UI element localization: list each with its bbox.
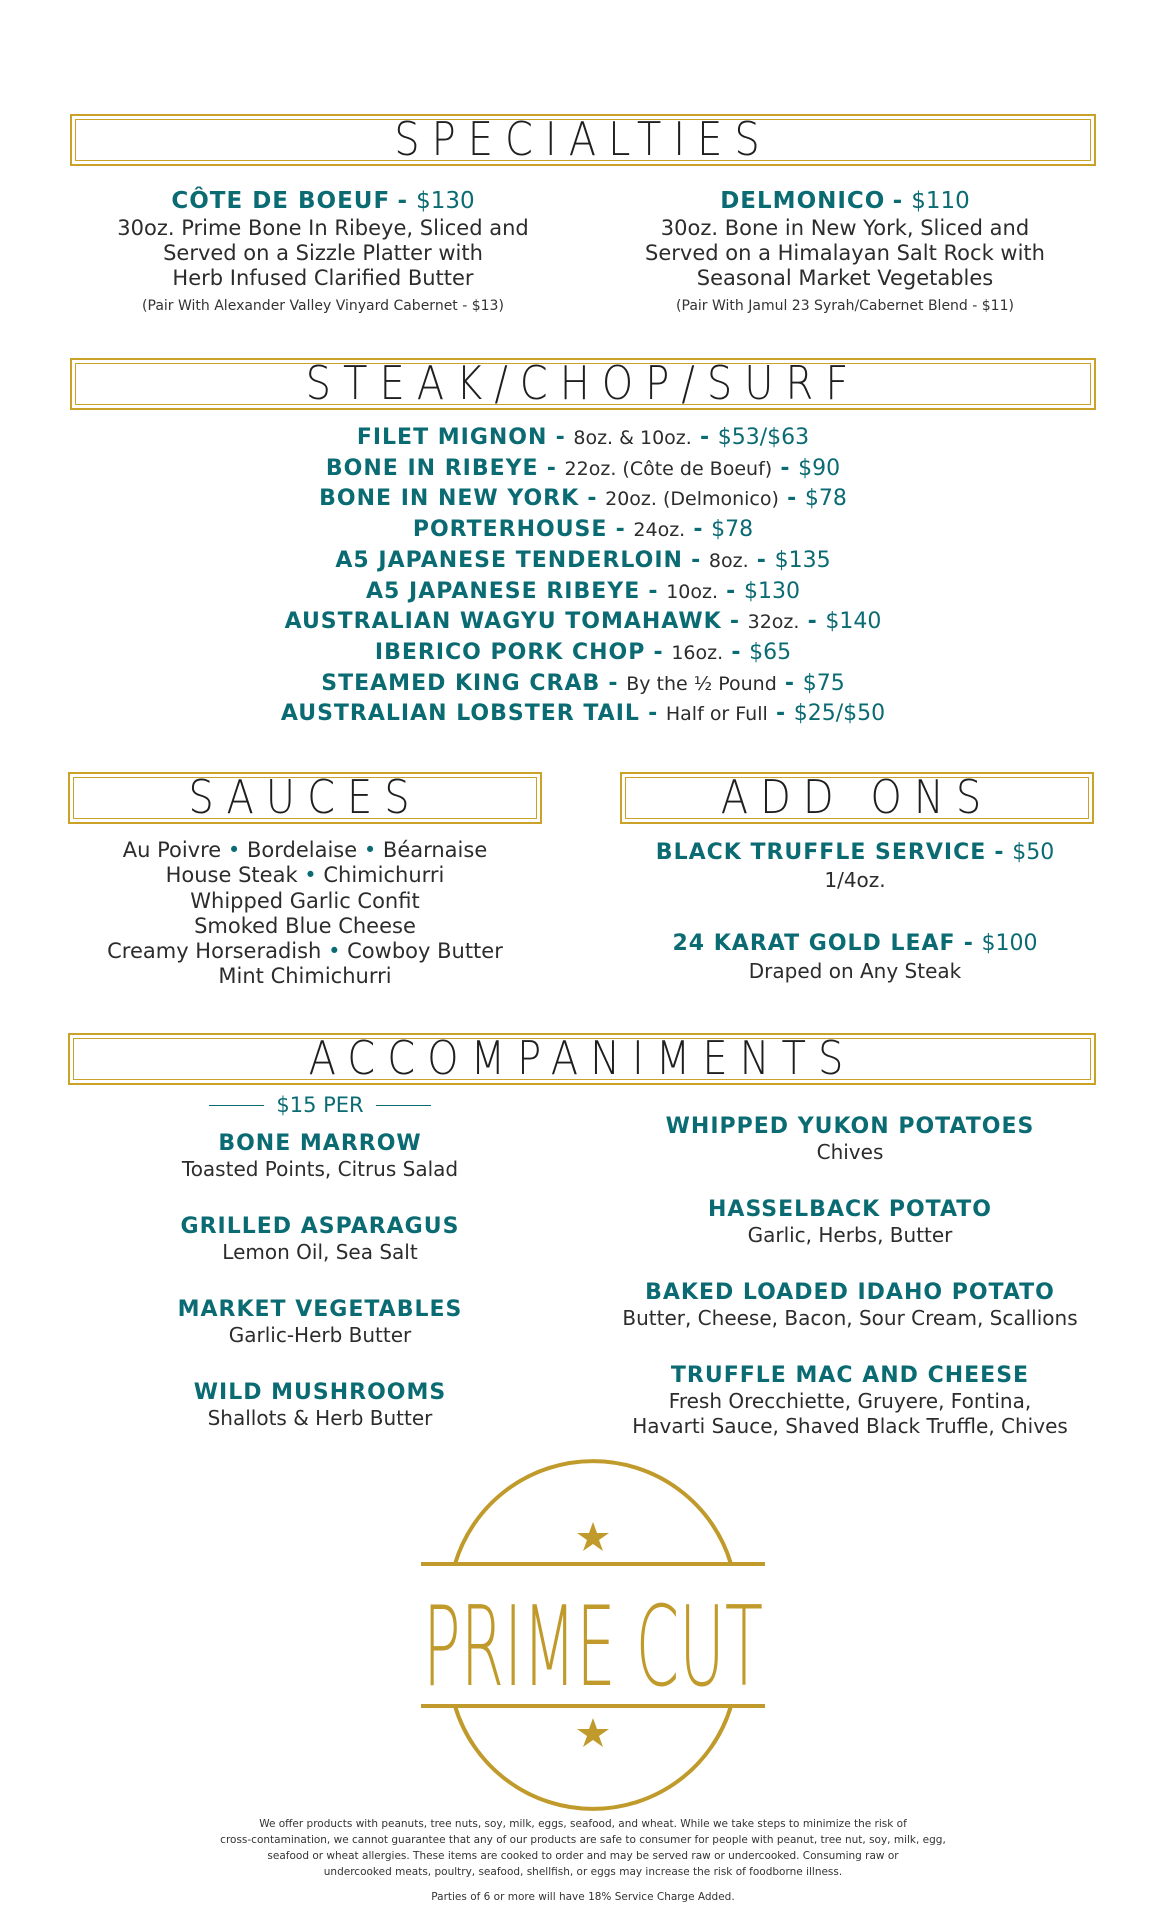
accompaniments-heading: ACCOMPANIMENTS [308, 1032, 856, 1086]
steak-row: AUSTRALIAN WAGYU TOMAHAWK - 32oz. - $140 [284, 609, 882, 635]
steak-row: A5 JAPANESE TENDERLOIN - 8oz. - $135 [335, 547, 831, 573]
side-item: MARKET VEGETABLES Garlic-Herb Butter [177, 1297, 463, 1347]
side-item: WILD MUSHROOMS Shallots & Herb Butter [193, 1380, 447, 1430]
sauces-banner [68, 772, 542, 824]
addons-list [620, 838, 1090, 984]
addon-item: BLACK TRUFFLE SERVICE - $50 1/4oz. [655, 840, 1055, 892]
specialties-heading: SPECIALTIES [394, 113, 772, 167]
prime-cut-logo [413, 1500, 773, 1780]
steak-heading: STEAK/CHOP/SURF [305, 357, 861, 411]
sauce-line: Smoked Blue Cheese [194, 913, 416, 938]
steak-row: BONE IN NEW YORK - 20oz. (Delmonico) - $78 [319, 486, 847, 512]
pairing-note: (Pair With Alexander Valley Vinyard Cabernet - $13) [142, 298, 504, 314]
dish-name: DELMONICO [720, 188, 886, 214]
dish-description: 30oz. Bone in New York, Sliced and Served on a Himalayan Salt Rock with Seasonal Market Vegetables [645, 216, 1045, 290]
price-per-line: $15 PER [100, 1093, 540, 1117]
steak-row: AUSTRALIAN LOBSTER TAIL - Half or Full - $25/$50 [280, 701, 886, 727]
steak-row: STEAMED KING CRAB - By the ½ Pound - $75 [321, 670, 845, 696]
dish-price: $110 [911, 188, 970, 214]
steak-row: IBERICO PORK CHOP - 16oz. - $65 [374, 639, 792, 665]
addons-heading: ADD ONS [720, 771, 994, 825]
sauces-heading: SAUCES [188, 771, 422, 825]
sauces-list [70, 838, 540, 990]
steak-banner [70, 358, 1096, 410]
dish-price: $130 [416, 188, 475, 214]
side-item: WHIPPED YUKON POTATOES Chives [665, 1114, 1035, 1164]
specialty-delmonico: DELMONICO - $110 30oz. Bone in New York, Sliced and Served on a Himalayan Salt Rock with Seasonal Market Vegetables (Pair With Jamul 23 Syrah/Cabernet Blend - $11) [612, 186, 1078, 317]
steak-row: FILET MIGNON - 8oz. & 10oz. - $53/$63 [356, 425, 810, 450]
allergen-footer: We offer products with peanuts, tree nuts, soy, milk, eggs, seafood, and wheat. While we take steps to minimize the risk of cross-contamination, we cannot guarantee that any of our products are safe to consumer for people with peanut, tree nut, soy, milk, egg, seafood or wheat allergies. These items are cooked to order and may be served raw or undercooked. Consuming raw or undercooked meats, poultry, seafood, shellfish, or eggs may increase the risk of foodborne illness. Parties of 6 or more will have 18% Service Charge Added. [190, 1816, 976, 1905]
sauce-line: Mint Chimichurri [218, 964, 392, 989]
dish-description: 30oz. Prime Bone In Ribeye, Sliced and Served on a Sizzle Platter with Herb Infused Clarified Butter [117, 216, 529, 290]
accompaniments-right [590, 1114, 1110, 1471]
logo-text: PRIME CUT [423, 1583, 763, 1712]
side-item: GRILLED ASPARAGUS Lemon Oil, Sea Salt [180, 1214, 460, 1264]
addon-item: 24 KARAT GOLD LEAF - $100 Draped on Any Steak [672, 931, 1038, 983]
side-item: HASSELBACK POTATO Garlic, Herbs, Butter [708, 1197, 992, 1247]
steak-row: BONE IN RIBEYE - 22oz. (Côte de Boeuf) - $90 [325, 455, 841, 481]
specialties-banner [70, 114, 1096, 166]
steak-list [0, 423, 1166, 730]
side-item: BAKED LOADED IDAHO POTATO Butter, Cheese, Bacon, Sour Cream, Scallions [622, 1280, 1078, 1330]
steak-row: A5 JAPANESE RIBEYE - 10oz. - $130 [366, 578, 800, 604]
sauce-line: Whipped Garlic Confit [190, 888, 420, 913]
dish-name: CÔTE DE BOEUF [171, 188, 391, 214]
side-item: BONE MARROW Toasted Points, Citrus Salad [181, 1131, 459, 1181]
side-item: TRUFFLE MAC AND CHEESE Fresh Orecchiette, Gruyere, Fontina, Havarti Sauce, Shaved Black Truffle, Chives [632, 1363, 1068, 1438]
accompaniments-banner [68, 1033, 1096, 1085]
accompaniments-left [100, 1093, 540, 1463]
steak-row: PORTERHOUSE - 24oz. - $78 [412, 517, 754, 543]
specialty-cote-de-boeuf: CÔTE DE BOEUF - $130 30oz. Prime Bone In Ribeye, Sliced and Served on a Sizzle Platter with Herb Infused Clarified Butter (Pair With Alexander Valley Vinyard Cabernet - $13) [90, 186, 556, 317]
pairing-note: (Pair With Jamul 23 Syrah/Cabernet Blend - $11) [676, 298, 1014, 314]
sauce-line: House Steak • Chimichurri [165, 863, 445, 888]
service-charge-note: Parties of 6 or more will have 18% Service Charge Added. [431, 1891, 735, 1903]
sauce-line: Au Poivre • Bordelaise • Béarnaise [122, 838, 488, 862]
addons-banner [620, 772, 1094, 824]
sauce-line: Creamy Horseradish • Cowboy Butter [107, 939, 503, 964]
